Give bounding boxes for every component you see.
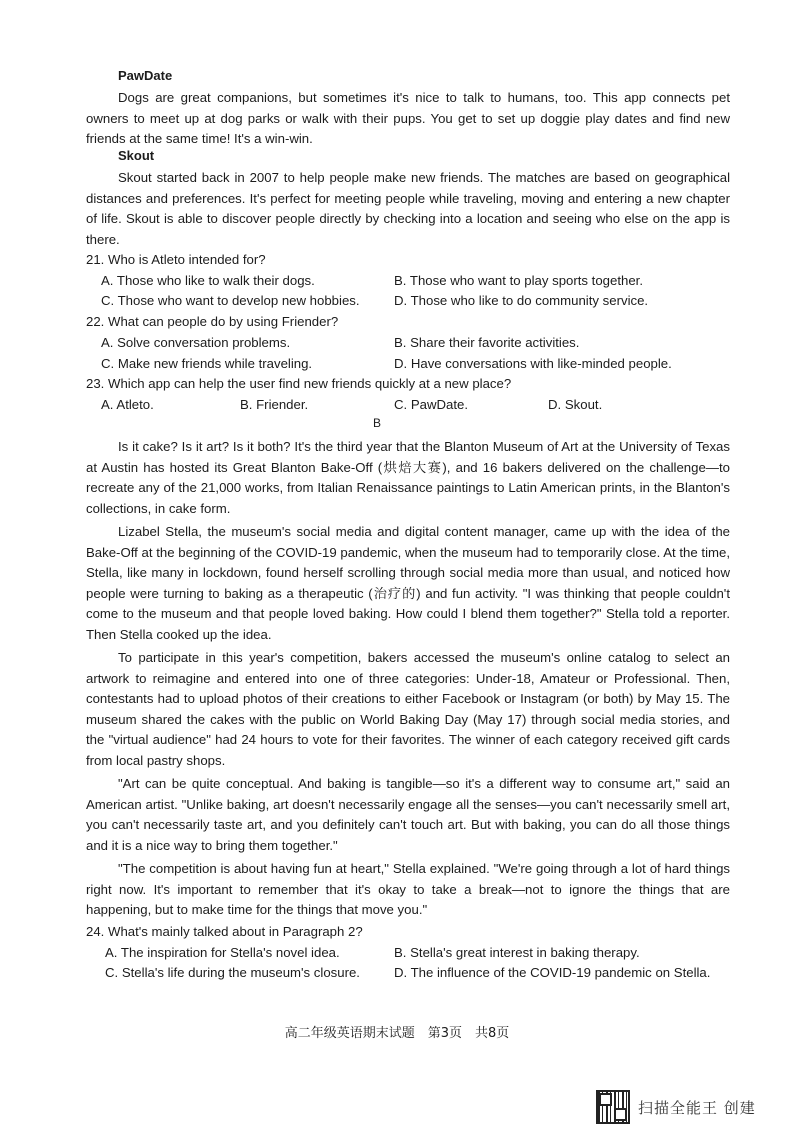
question-23-option-c: C. PawDate. xyxy=(394,397,469,412)
question-24-option-b: B. Stella's great interest in baking therapy. xyxy=(394,945,640,960)
question-21-stem: 21. Who is Atleto intended for? xyxy=(86,252,266,267)
passage-b-paragraph-1: Is it cake? Is it art? Is it both? It's the third year that the Blanton Museum of Art at the University of Texas at Austin has hosted its Great Blanton Bake-Off (烘焙大赛), and 16 bakers delivered on the challenge—to recreate any of the 21,000 works, from Italian Renaissance paintings to Latin American prints, in the Blanton's collections, in cake form. xyxy=(86,439,730,516)
passage-b-paragraph-2: Lizabel Stella, the museum's social media and digital content manager, came up with the idea of the Bake-Off at the beginning of the COVID-19 pandemic, when the museum had to temporarily close. At the time, Stella, like many in lockdown, found herself scrolling through social media more than usual, and noticed how people were turning to baking as a therapeutic (治疗的) and fun activity. "I was thinking that people couldn't come to the museum and that people loved baking. How could I blend them together?" Stella told a reporter. Then Stella cooked up the idea. xyxy=(86,524,730,642)
passage-b-paragraph-4: "Art can be quite conceptual. And baking is tangible—so it's a different way to consume art," said an American artist. "Unlike baking, art doesn't necessarily engage all the senses—you can't necessarily smell art, you can't necessarily taste art, and you definitely can't touch art. But with baking, you can do all those things and it is a nice way to bring them together." xyxy=(86,776,730,853)
pawdate-title: PawDate xyxy=(118,68,173,83)
question-21-option-d: D. Those who like to do community service. xyxy=(394,293,649,308)
scanner-watermark xyxy=(596,1090,756,1124)
question-24-option-d: D. The influence of the COVID-19 pandemic on Stella. xyxy=(394,965,711,980)
question-22-option-a: A. Solve conversation problems. xyxy=(101,335,291,350)
question-22-option-b: B. Share their favorite activities. xyxy=(394,335,580,350)
passage-b-paragraph-5: "The competition is about having fun at heart," Stella explained. "We're going through a lot of hard things right now. It's important to remember that it's okay to take a break—not to ignore the things that are happening, but to make time for the things that move you." xyxy=(86,861,730,918)
pawdate-paragraph: Dogs are great companions, but sometimes it's nice to talk to humans, too. This app connects pet owners to meet up at dog parks or walk with their pups. You get to set up doggie play dates and find new friends at the same time! It's a win-win. xyxy=(86,90,730,147)
question-21-option-c: C. Those who want to develop new hobbies. xyxy=(101,293,360,308)
question-23-option-a: A. Atleto. xyxy=(101,397,154,412)
passage-b-paragraph-3: To participate in this year's competition, bakers accessed the museum's online catalog to select an artwork to reimagine and entered into one of three categories: Under-18, Amateur or Professional. Then, contestants had to upload photos of their creations to either Facebook or Instagram (or both) by May 15. The museum shared the cakes with the public on World Baking Day (May 17) through social media stories, and the "virtual audience" had 24 hours to vote for their favorites. The winner of each category received gift cards from local pastry shops. xyxy=(86,650,730,768)
question-23-option-b: B. Friender. xyxy=(240,397,309,412)
question-21-option-b: B. Those who want to play sports together. xyxy=(394,273,643,288)
skout-title: Skout xyxy=(118,148,155,163)
question-24-stem: 24. What's mainly talked about in Paragraph 2? xyxy=(86,924,363,939)
skout-paragraph: Skout started back in 2007 to help people make new friends. The matches are based on geographical distances and preferences. It's perfect for meeting people while traveling, moving and entering a new chapter of life. Skout is able to discover people directly by checking into a location and seeing who else on the app is there. xyxy=(86,170,730,247)
question-23-option-d: D. Skout. xyxy=(548,397,603,412)
question-22-stem: 22. What can people do by using Friender? xyxy=(86,314,339,329)
section-b-label: B xyxy=(373,416,382,430)
question-22-option-c: C. Make new friends while traveling. xyxy=(101,356,313,371)
question-24-option-a: A. The inspiration for Stella's novel idea. xyxy=(105,945,340,960)
question-24-option-c: C. Stella's life during the museum's closure. xyxy=(105,965,360,980)
question-23-stem: 23. Which app can help the user find new friends quickly at a new place? xyxy=(86,376,512,391)
question-21-option-a: A. Those who like to walk their dogs. xyxy=(101,273,315,288)
qr-code-icon xyxy=(596,1090,630,1124)
page-footer: 高二年级英语期末试题 第3页 共8页 xyxy=(284,1026,510,1041)
scanner-watermark-text: 扫描全能王 创建 xyxy=(638,1098,756,1117)
question-22-option-d: D. Have conversations with like-minded people. xyxy=(394,356,672,371)
